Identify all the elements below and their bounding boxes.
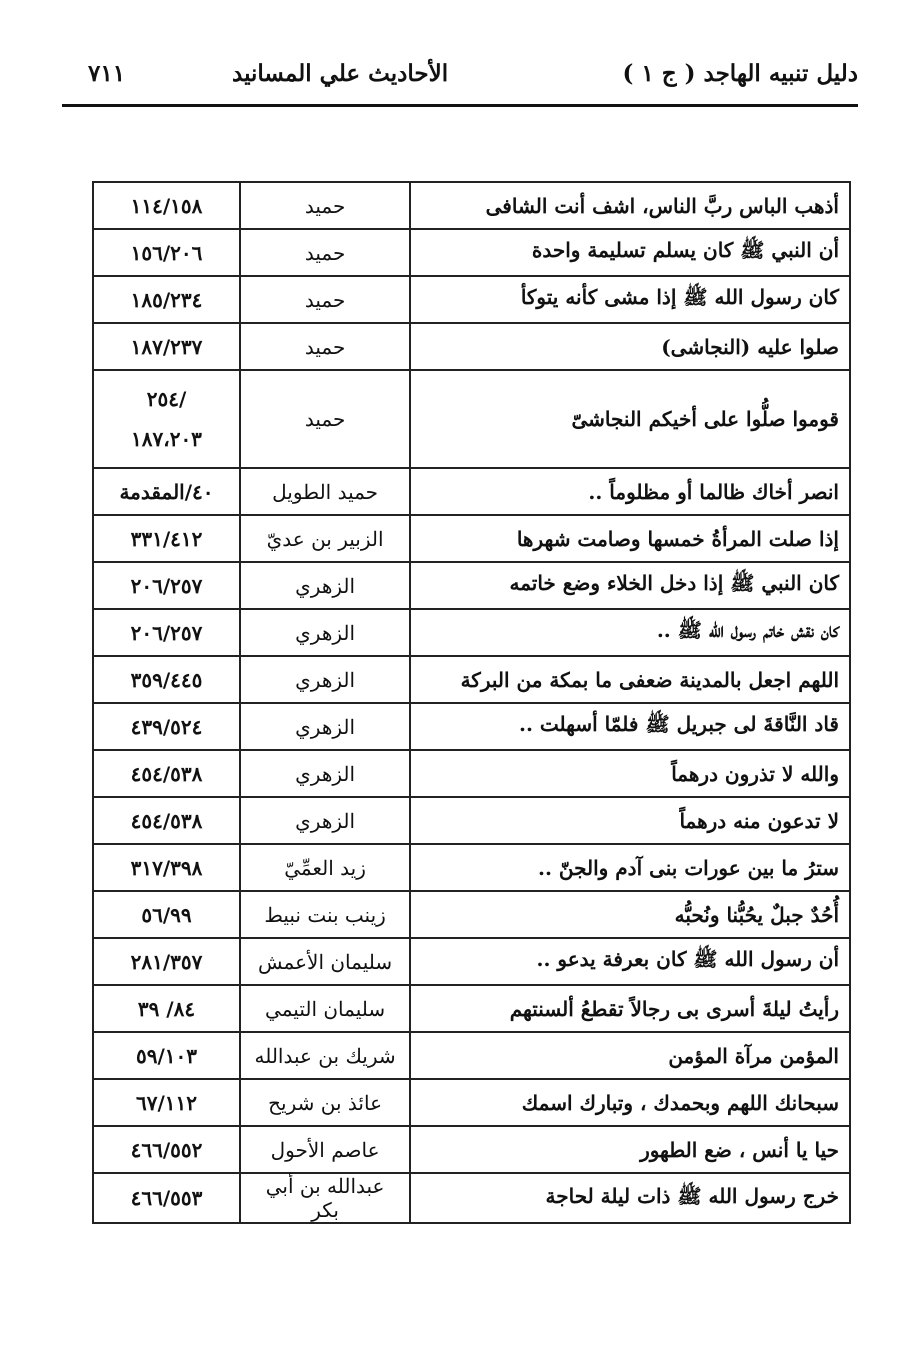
reference-cell [93,703,240,750]
reference-cell [93,276,240,323]
reference-number: ٣٥٩/٤٤٥ [130,667,203,692]
narrator-cell: عبدالله بن أبي بكر [240,1173,410,1223]
reference-number: ٥٩/١٠٣ [135,1043,197,1068]
hadith-text-cell: أُحُدٌ جبلٌ يحُبُّنا ونُحبُّه [410,891,850,938]
narrator-cell: الزهري [240,562,410,609]
hadith-text-cell: سبحانك اللهم وبحمدك ، وتبارك اسمك [410,1079,850,1126]
reference-number: ٦٧/١١٢ [135,1090,197,1115]
hadith-text-cell: لا تدعون منه درهماً [410,797,850,844]
table-row [93,985,850,1032]
narrator-cell: شريك بن عبدالله [240,1032,410,1079]
table-row [93,1173,850,1223]
reference-cell [93,844,240,891]
hadith-text-cell: كان النبي ﷺ إذا دخل الخلاء وضع خاتمه [410,562,850,609]
page-header [62,56,858,107]
hadith-text-cell: أن النبي ﷺ كان يسلم تسليمة واحدة [410,229,850,276]
narrator-cell: حميد [240,182,410,229]
reference-number: ٤٦٦/٥٥٢ [130,1137,203,1162]
narrator-cell: زينب بنت نبيط [240,891,410,938]
table-row [93,515,850,562]
narrator-cell: حميد [240,276,410,323]
narrator-cell: سليمان الأعمش [240,938,410,985]
table-row [93,1032,850,1079]
table-row [93,562,850,609]
reference-number: /٢٥٤ [146,387,187,411]
reference-number: ٣٣١/٤١٢ [130,526,203,551]
table-row [93,370,850,468]
narrator-cell: الزهري [240,703,410,750]
table-row [93,938,850,985]
hadith-text-cell: انصر أخاك ظالما أو مظلوماً .. [410,468,850,515]
hadith-index-table [92,181,851,1224]
reference-number: ٣١٧/٣٩٨ [130,855,203,880]
reference-cell [93,1032,240,1079]
reference-cell [93,797,240,844]
narrator-cell: حميد [240,323,410,370]
section-title: الأحاديث علي المسانيد [232,60,449,87]
reference-cell [93,985,240,1032]
reference-number: ٢٠٦/٢٥٧ [130,620,203,645]
reference-number: ٤٦٦/٥٥٣ [130,1186,203,1210]
table-row [93,1126,850,1173]
table-body [93,182,850,1223]
table-row [93,229,850,276]
book-title: دليل تنبيه الهاجد ( ج ١ ) [622,60,858,87]
reference-number: ٤٣٩/٥٢٤ [130,714,203,739]
reference-number: ١٨٧،٢٠٣ [131,427,202,451]
hadith-text-cell: اللهم اجعل بالمدينة ضعفى ما بمكة من البركة [410,656,850,703]
narrator-cell: حميد الطويل [240,468,410,515]
reference-cell [93,891,240,938]
narrator-cell: الزهري [240,656,410,703]
table-row [93,656,850,703]
page-number: ٧١١ [88,60,126,87]
reference-cell [93,750,240,797]
reference-number: ٢٠٦/٢٥٧ [130,573,203,598]
table-row [93,703,850,750]
narrator-cell: عائذ بن شريح [240,1079,410,1126]
table-row [93,182,850,229]
reference-number: ١١٤/١٥٨ [130,193,203,218]
reference-cell [93,1079,240,1126]
table-row [93,468,850,515]
reference-number: ١٨٥/٢٣٤ [130,287,203,312]
reference-number: ٨٤/ ٣٩ [137,996,196,1021]
table-row [93,276,850,323]
hadith-text-cell: أن رسول الله ﷺ كان بعرفة يدعو .. [410,938,850,985]
hadith-text-cell: سترُ ما بين عورات بنى آدم والجنّ .. [410,844,850,891]
table-row [93,750,850,797]
hadith-text-cell: قوموا صلُّوا على أخيكم النجاشىّ [410,370,850,468]
narrator-cell: الزهري [240,750,410,797]
reference-number: ٢٨١/٣٥٧ [130,949,203,974]
reference-cell [93,229,240,276]
narrator-cell: سليمان التيمي [240,985,410,1032]
reference-number: ١٨٧/٢٣٧ [130,334,203,359]
reference-cell [93,515,240,562]
table-row [93,844,850,891]
hadith-text-cell: كان نقش خاتم رسول الله ﷺ .. [410,609,850,656]
narrator-cell: الزبير بن عديّ [240,515,410,562]
narrator-cell: زيد العمِّيّ [240,844,410,891]
narrator-cell: عاصم الأحول [240,1126,410,1173]
reference-cell [93,562,240,609]
hadith-text-cell: حيا يا أنس ، ضع الطهور [410,1126,850,1173]
reference-cell [93,938,240,985]
reference-number: ٥٦/٩٩ [141,902,192,927]
table-row [93,797,850,844]
reference-cell [93,1126,240,1173]
table-row [93,323,850,370]
hadith-text-cell: قاد النَّاقةَ لى جبريل ﷺ فلمّا أسهلت .. [410,703,850,750]
reference-number: ٤٥٤/٥٣٨ [130,808,203,833]
hadith-text-cell: خرج رسول الله ﷺ ذات ليلة لحاجة [410,1173,850,1223]
hadith-text-cell: صلوا عليه (النجاشى) [410,323,850,370]
narrator-cell: حميد [240,229,410,276]
narrator-cell: حميد [240,370,410,468]
hadith-index-table-container [92,181,851,1224]
reference-number: ١٥٦/٢٠٦ [130,240,203,265]
hadith-text-cell: أذهب الباس ربَّ الناس، اشف أنت الشافى [410,182,850,229]
table-row [93,609,850,656]
hadith-text-cell: كان رسول الله ﷺ إذا مشى كأنه يتوكأ [410,276,850,323]
table-row [93,891,850,938]
hadith-text-cell: والله لا تذرون درهماً [410,750,850,797]
reference-cell [93,656,240,703]
hadith-text-cell: إذا صلت المرأةُ خمسها وصامت شهرها [410,515,850,562]
narrator-cell: الزهري [240,797,410,844]
reference-cell [93,323,240,370]
hadith-text-cell: رأيتُ ليلةَ أسرى بى رجالاً تقطعُ ألسنتهم [410,985,850,1032]
narrator-cell: الزهري [240,609,410,656]
reference-cell [93,609,240,656]
reference-cell [93,1173,240,1223]
reference-cell [93,370,240,468]
reference-number: ٤٠/المقدمة [119,479,214,504]
hadith-text-cell: المؤمن مرآة المؤمن [410,1032,850,1079]
reference-number: ٤٥٤/٥٣٨ [130,761,203,786]
reference-cell [93,182,240,229]
table-row [93,1079,850,1126]
reference-cell [93,468,240,515]
